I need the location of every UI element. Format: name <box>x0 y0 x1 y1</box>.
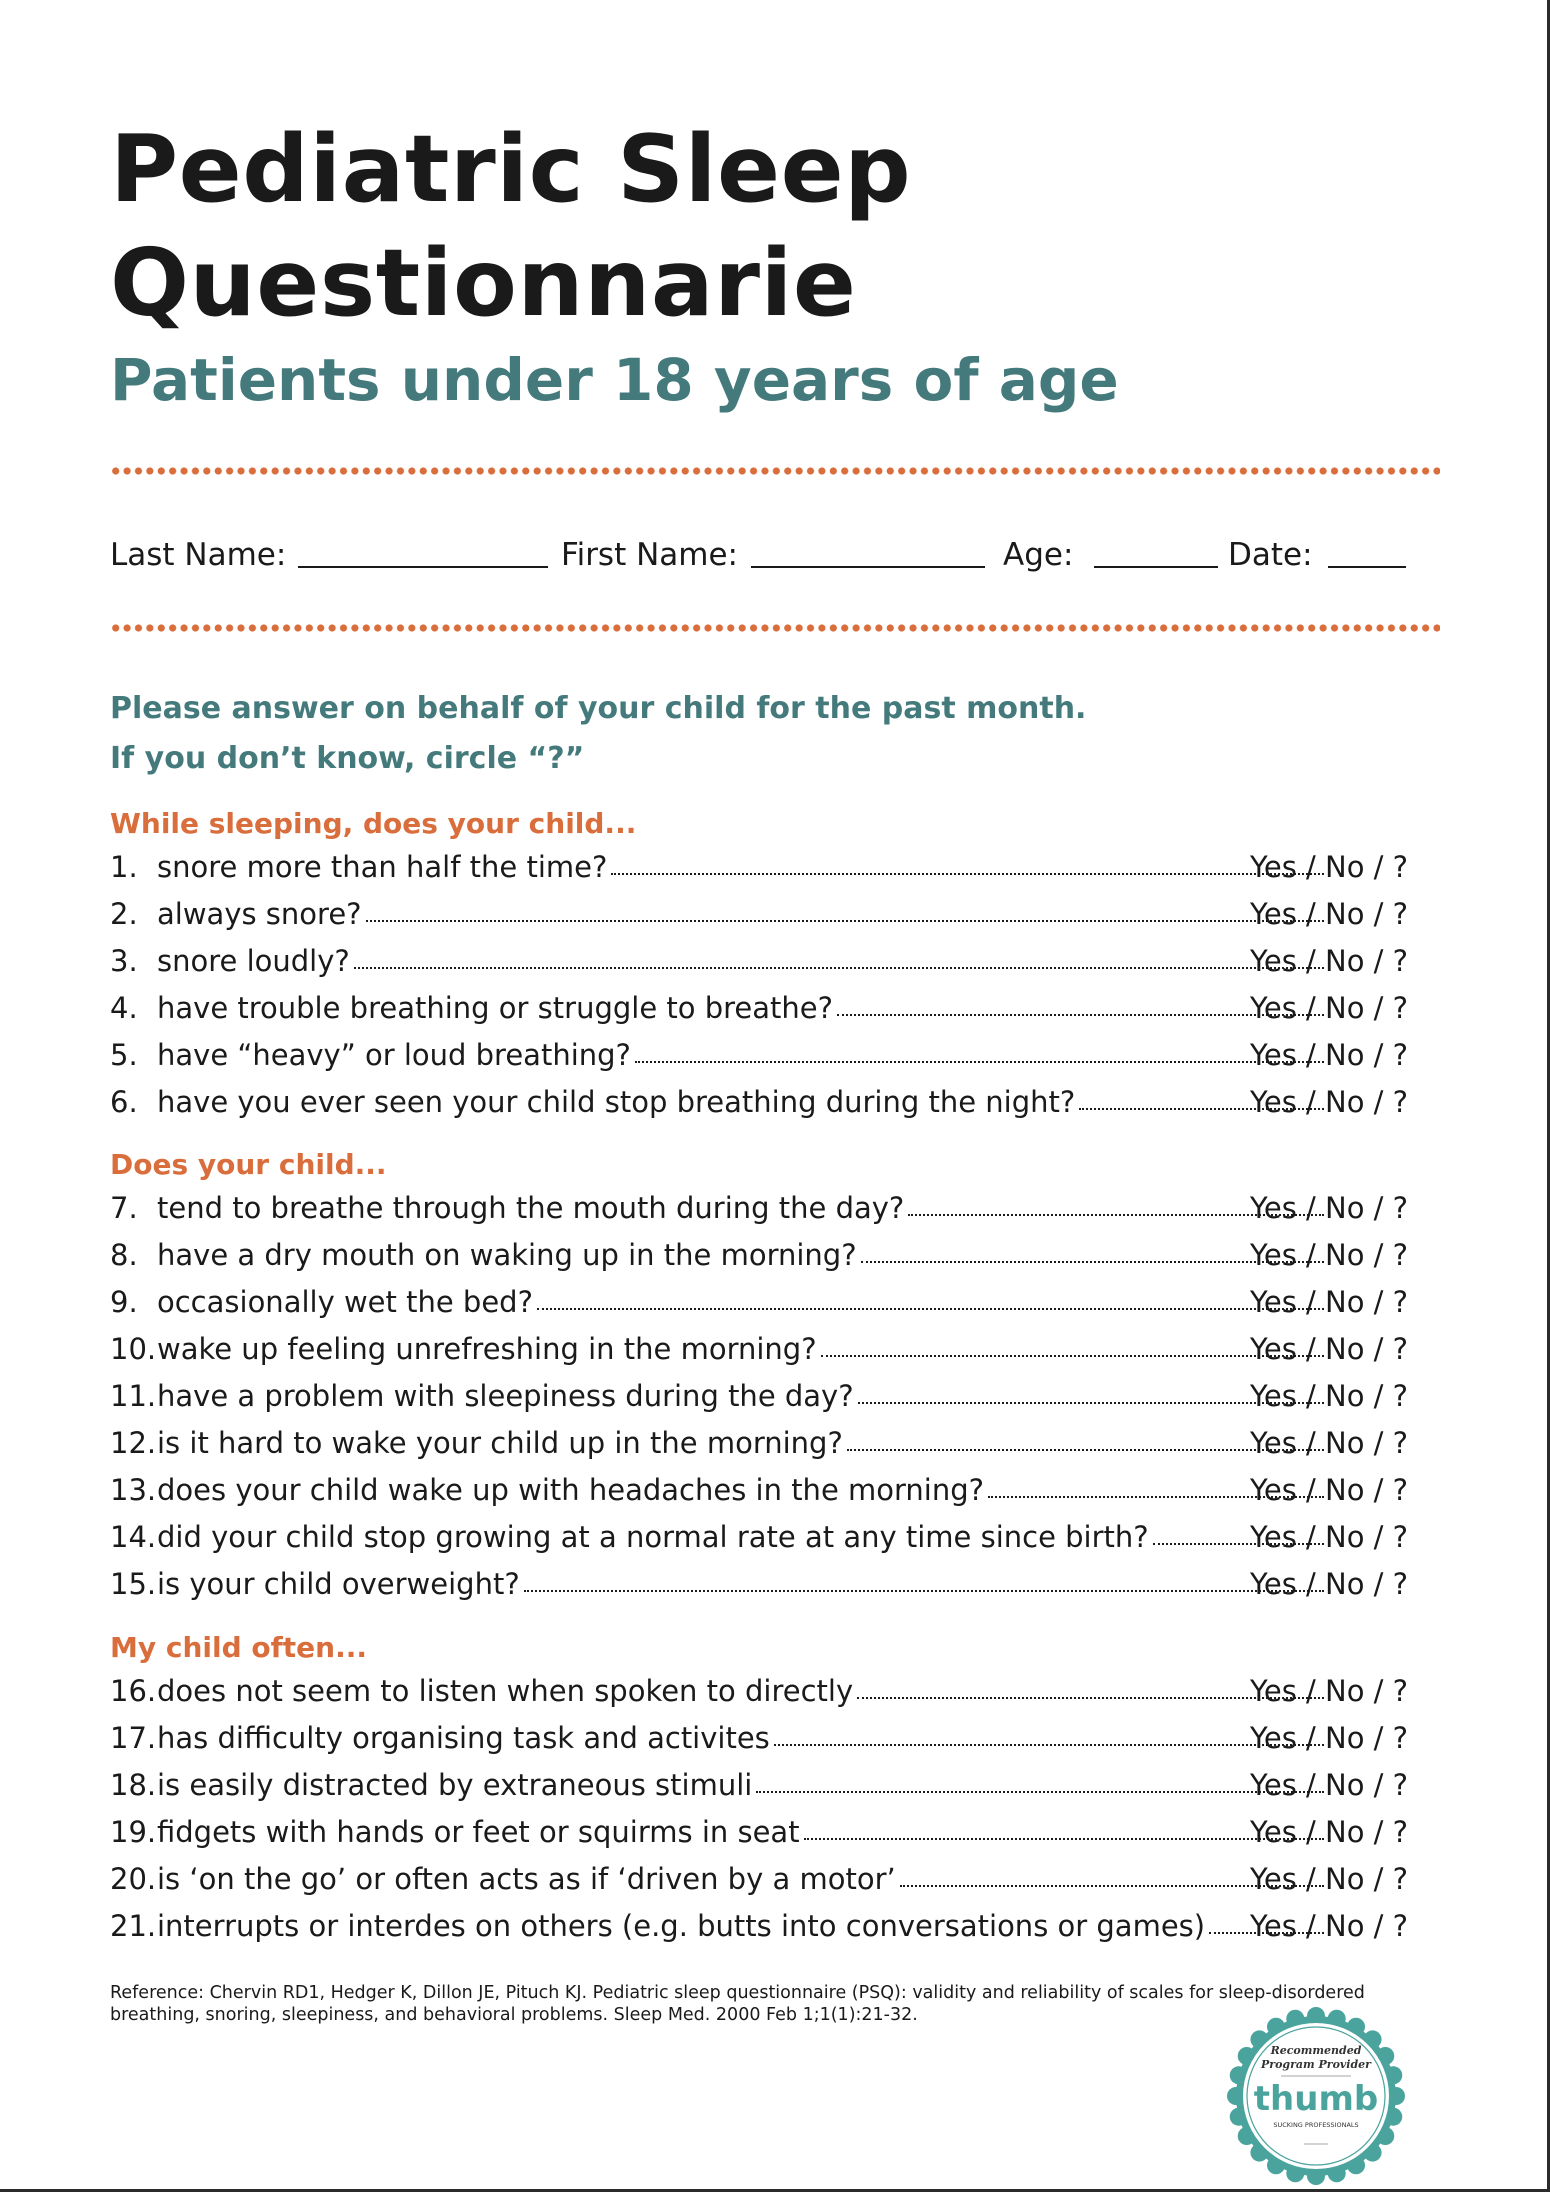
dotted-divider-top <box>110 467 1440 475</box>
question-number: 20. <box>110 1862 157 1896</box>
last-name-label: Last Name: <box>110 537 287 573</box>
answer-options[interactable]: Yes / No / ? <box>1250 991 1409 1025</box>
question-number: 6. <box>110 1085 138 1119</box>
question-number: 10. <box>110 1332 157 1366</box>
question-text: is it hard to wake your child up in the morning? <box>157 1426 843 1460</box>
section-heading: Does your child... <box>110 1148 387 1181</box>
question-number: 15. <box>110 1567 157 1601</box>
question-line <box>157 1373 1324 1420</box>
question-line <box>157 891 1324 938</box>
answer-options[interactable]: Yes / No / ? <box>1250 1332 1409 1366</box>
dotted-leader <box>635 1061 1324 1063</box>
answer-options[interactable]: Yes / No / ? <box>1250 1862 1409 1896</box>
dotted-leader <box>366 920 1324 922</box>
question-row <box>110 1079 1410 1126</box>
badge-tagline-text: SUCKING PROFESSIONALS <box>1273 2121 1359 2129</box>
question-text: fidgets with hands or feet or squirms in seat <box>157 1815 800 1849</box>
dotted-leader <box>756 1791 1324 1793</box>
answer-options[interactable]: Yes / No / ? <box>1250 1721 1409 1755</box>
dotted-leader <box>537 1308 1324 1310</box>
instruction-line-1: Please answer on behalf of your child for the past month. <box>110 691 1087 726</box>
question-line <box>157 1715 1324 1762</box>
question-text: occasionally wet the bed? <box>157 1285 533 1319</box>
question-row <box>110 1326 1410 1373</box>
answer-options[interactable]: Yes / No / ? <box>1250 1038 1409 1072</box>
question-line <box>157 1279 1324 1326</box>
answer-options[interactable]: Yes / No / ? <box>1250 1238 1409 1272</box>
answer-options[interactable]: Yes / No / ? <box>1250 1285 1409 1319</box>
dotted-divider-bottom <box>110 624 1440 632</box>
answer-options[interactable]: Yes / No / ? <box>1250 1191 1409 1225</box>
question-text: have you ever seen your child stop breathing during the night? <box>157 1085 1076 1119</box>
answer-options[interactable]: Yes / No / ? <box>1250 1473 1409 1507</box>
question-row <box>110 1279 1410 1326</box>
question-line <box>157 1079 1324 1126</box>
question-row <box>110 938 1410 985</box>
question-text: have “heavy” or loud breathing? <box>157 1038 631 1072</box>
question-row <box>110 1856 1410 1903</box>
question-line <box>157 1561 1324 1608</box>
question-text: tend to breathe through the mouth during the day? <box>157 1191 905 1225</box>
question-number: 1. <box>110 850 138 884</box>
question-number: 18. <box>110 1768 157 1802</box>
question-row <box>110 1715 1410 1762</box>
first-name-field[interactable] <box>751 566 985 568</box>
question-number: 2. <box>110 897 138 931</box>
question-row <box>110 891 1410 938</box>
question-text: always snore? <box>157 897 362 931</box>
section-heading: While sleeping, does your child... <box>110 807 637 840</box>
question-text: snore more than half the time? <box>157 850 608 884</box>
page-subtitle: Patients under 18 years of age <box>110 346 1119 414</box>
question-text: did your child stop growing at a normal rate at any time since birth? <box>157 1520 1149 1554</box>
question-line <box>157 938 1324 985</box>
question-line <box>157 985 1324 1032</box>
first-name-label: First Name: <box>561 537 738 573</box>
question-row <box>110 1903 1410 1950</box>
question-text: has difficulty organising task and activites <box>157 1721 770 1755</box>
question-line <box>157 1856 1324 1903</box>
section-heading: My child often... <box>110 1631 368 1664</box>
answer-options[interactable]: Yes / No / ? <box>1250 1768 1409 1802</box>
badge-scallop <box>1387 2087 1405 2105</box>
question-row <box>110 1232 1410 1279</box>
answer-options[interactable]: Yes / No / ? <box>1250 1426 1409 1460</box>
answer-options[interactable]: Yes / No / ? <box>1250 1520 1409 1554</box>
badge-scallop <box>1227 2087 1245 2105</box>
question-text: is ‘on the go’ or often acts as if ‘driven by a motor’ <box>157 1862 896 1896</box>
question-row <box>110 1420 1410 1467</box>
question-number: 21. <box>110 1909 157 1943</box>
dotted-leader <box>524 1590 1324 1592</box>
badge-recommended-text: Recommended <box>1270 2044 1362 2057</box>
question-number: 7. <box>110 1191 138 1225</box>
last-name-field[interactable] <box>298 566 548 568</box>
question-text: have a dry mouth on waking up in the morning? <box>157 1238 857 1272</box>
question-text: have a problem with sleepiness during the day? <box>157 1379 854 1413</box>
answer-options[interactable]: Yes / No / ? <box>1250 1379 1409 1413</box>
question-number: 9. <box>110 1285 138 1319</box>
question-text: have trouble breathing or struggle to breathe? <box>157 991 834 1025</box>
dotted-leader <box>354 967 1324 969</box>
question-row <box>110 985 1410 1032</box>
thumb-sucking-professionals-badge <box>1226 2006 1406 2186</box>
question-number: 11. <box>110 1379 157 1413</box>
dotted-leader <box>821 1355 1324 1357</box>
question-text: is your child overweight? <box>157 1567 520 1601</box>
question-text: snore loudly? <box>157 944 350 978</box>
dotted-leader <box>774 1744 1324 1746</box>
question-text: interrupts or interdes on others (e.g. butts into conversations or games) <box>157 1909 1206 1943</box>
instructions <box>110 684 1410 784</box>
answer-options[interactable]: Yes / No / ? <box>1250 944 1409 978</box>
reference-citation: Reference: Chervin RD1, Hedger K, Dillon JE, Pituch KJ. Pediatric sleep questionnaire (PSQ): validity and reliability of scales for sleep-disordered breathing, snoring, sleepiness, and behavioral problems. Sleep Med. 2000 Feb 1;1(1):21-32. <box>110 1983 1365 2025</box>
answer-options[interactable]: Yes / No / ? <box>1250 1085 1409 1119</box>
question-number: 14. <box>110 1520 157 1554</box>
question-line <box>157 1903 1324 1950</box>
question-number: 5. <box>110 1038 138 1072</box>
date-label: Date: <box>1228 537 1313 573</box>
question-row <box>110 1185 1410 1232</box>
question-row <box>110 1032 1410 1079</box>
question-line <box>157 1762 1324 1809</box>
answer-options[interactable]: Yes / No / ? <box>1250 850 1409 884</box>
badge-brand-text: thumb <box>1253 2079 1379 2119</box>
question-line <box>157 1185 1324 1232</box>
dotted-leader <box>804 1838 1324 1840</box>
answer-options[interactable]: Yes / No / ? <box>1250 1567 1409 1601</box>
question-line <box>157 1232 1324 1279</box>
question-number: 13. <box>110 1473 157 1507</box>
question-line <box>157 1809 1324 1856</box>
question-text: is easily distracted by extraneous stimuli <box>157 1768 753 1802</box>
age-field[interactable] <box>1094 566 1218 568</box>
question-row <box>110 1467 1410 1514</box>
question-number: 3. <box>110 944 138 978</box>
question-row <box>110 1561 1410 1608</box>
question-number: 17. <box>110 1721 157 1755</box>
question-line <box>157 1467 1324 1514</box>
question-row <box>110 844 1410 891</box>
question-number: 16. <box>110 1674 157 1708</box>
page-title <box>110 112 1410 340</box>
question-line <box>157 844 1324 891</box>
title-line-2: Questionnarie <box>110 229 857 337</box>
question-number: 4. <box>110 991 138 1025</box>
answer-options[interactable]: Yes / No / ? <box>1250 1909 1409 1943</box>
badge-scallop <box>1307 2167 1325 2185</box>
title-line-1: Pediatric Sleep <box>110 115 912 223</box>
age-label: Age: <box>1003 537 1074 573</box>
question-row <box>110 1373 1410 1420</box>
instruction-line-2: If you don’t know, circle “?” <box>110 741 585 776</box>
question-row <box>110 1762 1410 1809</box>
question-line <box>157 1514 1324 1561</box>
question-row <box>110 1809 1410 1856</box>
question-line <box>157 1326 1324 1373</box>
question-number: 12. <box>110 1426 157 1460</box>
question-number: 19. <box>110 1815 157 1849</box>
answer-options[interactable]: Yes / No / ? <box>1250 1674 1409 1708</box>
answer-options[interactable]: Yes / No / ? <box>1250 897 1409 931</box>
patient-info-row <box>110 530 1440 580</box>
answer-options[interactable]: Yes / No / ? <box>1250 1815 1409 1849</box>
badge-scallop <box>1307 2007 1325 2025</box>
question-line <box>157 1420 1324 1467</box>
question-row <box>110 1668 1410 1715</box>
question-line <box>157 1668 1324 1715</box>
question-line <box>157 1032 1324 1079</box>
question-row <box>110 1514 1410 1561</box>
badge-provider-text: Program Provider <box>1261 2058 1371 2071</box>
question-number: 8. <box>110 1238 138 1272</box>
question-text: does your child wake up with headaches in the morning? <box>157 1473 985 1507</box>
date-field[interactable] <box>1328 566 1406 568</box>
question-text: wake up feeling unrefreshing in the morning? <box>157 1332 817 1366</box>
dotted-leader <box>611 873 1324 875</box>
question-text: does not seem to listen when spoken to directly <box>157 1674 854 1708</box>
